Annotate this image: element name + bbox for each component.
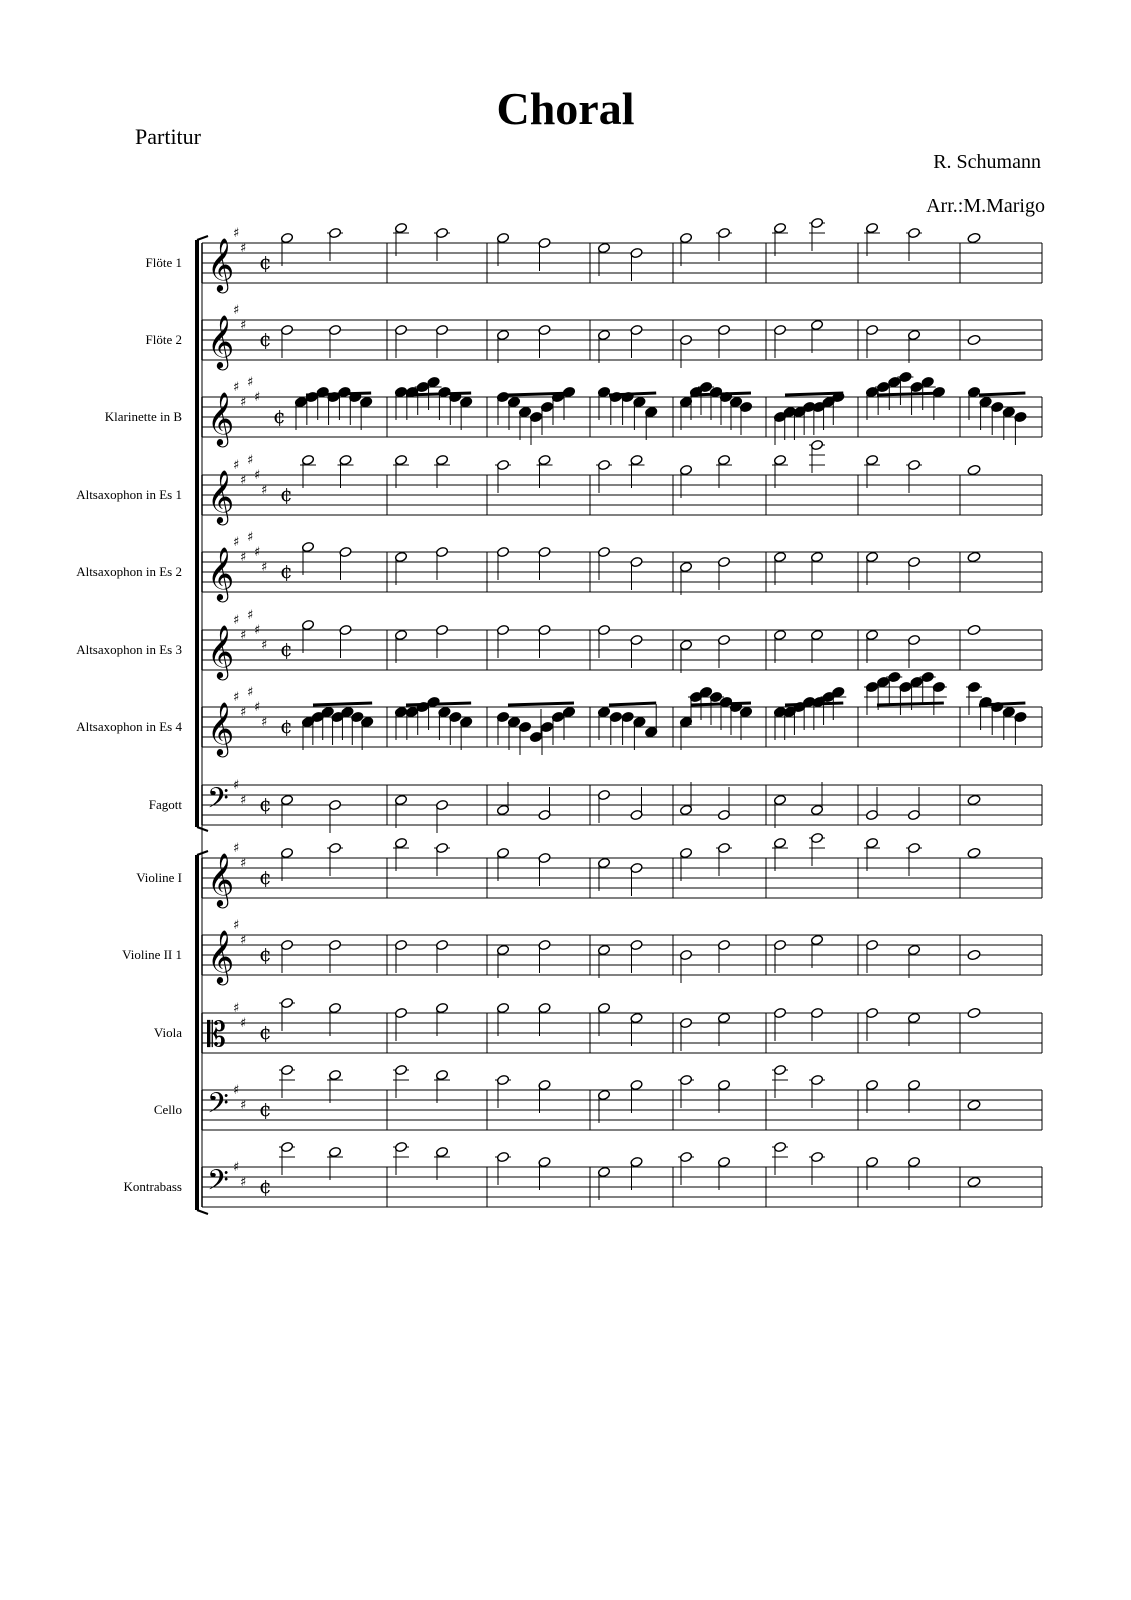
cut-time-icon: ¢ — [259, 942, 272, 966]
beam — [508, 703, 574, 705]
sharp-icon: ♯ — [233, 458, 240, 473]
beam — [609, 393, 656, 395]
beam — [877, 393, 944, 395]
sharp-icon: ♯ — [233, 226, 240, 241]
sharp-icon: ♯ — [240, 473, 247, 488]
sharp-icon: ♯ — [261, 483, 268, 498]
sharp-icon: ♯ — [233, 1001, 240, 1016]
staff-label: Klarinette in B — [104, 409, 182, 424]
sharp-icon: ♯ — [240, 1175, 247, 1190]
sharp-icon: ♯ — [233, 918, 240, 933]
treble-clef-icon: 𝄞 — [207, 237, 235, 291]
note — [967, 624, 981, 636]
sharp-icon: ♯ — [240, 241, 247, 256]
note — [967, 1176, 981, 1188]
cut-time-icon: ¢ — [259, 250, 272, 274]
sharp-icon: ♯ — [240, 705, 247, 720]
alto-clef-icon: 𝄡 — [207, 1015, 226, 1055]
sharp-icon: ♯ — [233, 303, 240, 318]
staff-viola — [154, 997, 1042, 1055]
arranger-credit: Arr.:M.Marigo — [926, 195, 1045, 217]
sharp-icon: ♯ — [240, 856, 247, 871]
staff-fl-te-1 — [146, 217, 1042, 293]
sharp-icon: ♯ — [261, 715, 268, 730]
cut-time-icon: ¢ — [259, 865, 272, 889]
note — [967, 334, 981, 346]
staff-label: Altsaxophon in Es 4 — [76, 719, 182, 734]
note — [967, 1007, 981, 1019]
treble-clef-icon: 𝄞 — [207, 701, 235, 755]
beam — [785, 393, 843, 395]
cut-time-icon: ¢ — [259, 327, 272, 351]
sharp-icon: ♯ — [240, 793, 247, 808]
sharp-icon: ♯ — [233, 380, 240, 395]
staff-fagott — [149, 778, 1042, 833]
sharp-icon: ♯ — [254, 468, 261, 483]
cut-time-icon: ¢ — [280, 482, 293, 506]
staff-fl-te-2 — [146, 303, 1042, 370]
beam — [691, 703, 751, 705]
treble-clef-icon: 𝄞 — [207, 391, 235, 445]
score-subtitle: Partitur — [135, 124, 201, 149]
sharp-icon: ♯ — [247, 375, 254, 390]
staff-altsaxophon-in-es-1 — [76, 439, 1042, 525]
bass-clef-icon: 𝄢 — [207, 782, 229, 822]
note — [967, 949, 981, 961]
beam — [877, 703, 944, 705]
sharp-icon: ♯ — [240, 318, 247, 333]
beam — [406, 703, 471, 705]
beam — [691, 393, 751, 395]
cut-time-icon: ¢ — [280, 637, 293, 661]
treble-clef-icon: 𝄞 — [207, 852, 235, 906]
staff-label: Fagott — [148, 797, 182, 812]
note — [967, 1099, 981, 1111]
sharp-icon: ♯ — [233, 1083, 240, 1098]
sharp-icon: ♯ — [254, 545, 261, 560]
sharp-icon: ♯ — [240, 933, 247, 948]
sharp-icon: ♯ — [254, 700, 261, 715]
staff-altsaxophon-in-es-2 — [76, 530, 1042, 602]
note — [967, 847, 981, 859]
sharp-icon: ♯ — [261, 638, 268, 653]
sharp-icon: ♯ — [261, 560, 268, 575]
sharp-icon: ♯ — [233, 535, 240, 550]
treble-clef-icon: 𝄞 — [207, 624, 235, 678]
staff-violine-ii-1 — [122, 918, 1042, 985]
staff-label: Violine I — [136, 870, 182, 885]
staff-label: Flöte 1 — [145, 255, 182, 270]
staff-altsaxophon-in-es-3 — [76, 608, 1042, 680]
sharp-icon: ♯ — [233, 841, 240, 856]
composer-credit: R. Schumann — [933, 151, 1041, 173]
beam — [313, 703, 372, 705]
beam — [609, 703, 656, 705]
staff-label: Violine II 1 — [122, 947, 182, 962]
staff-label: Flöte 2 — [145, 332, 182, 347]
staff-label: Kontrabass — [123, 1179, 182, 1194]
beam — [785, 703, 843, 705]
treble-clef-icon: 𝄞 — [207, 469, 235, 523]
staff-label: Altsaxophon in Es 1 — [76, 487, 182, 502]
sharp-icon: ♯ — [233, 778, 240, 793]
note — [967, 232, 981, 244]
beam — [406, 393, 471, 395]
staff-label: Altsaxophon in Es 2 — [76, 564, 182, 579]
staff-cello — [154, 1064, 1042, 1130]
sharp-icon: ♯ — [254, 623, 261, 638]
note — [967, 794, 981, 806]
staff-violine-i — [136, 832, 1042, 908]
sharp-icon: ♯ — [240, 1098, 247, 1113]
sharp-icon: ♯ — [247, 530, 254, 545]
beam — [306, 393, 371, 395]
sharp-icon: ♯ — [247, 608, 254, 623]
treble-clef-icon: 𝄞 — [207, 929, 235, 983]
sharp-icon: ♯ — [247, 685, 254, 700]
sharp-icon: ♯ — [240, 550, 247, 565]
note — [967, 464, 981, 476]
cut-time-icon: ¢ — [259, 792, 272, 816]
sharp-icon: ♯ — [233, 690, 240, 705]
bass-clef-icon: 𝄢 — [207, 1164, 229, 1204]
sharp-icon: ♯ — [247, 453, 254, 468]
beam — [508, 393, 574, 395]
sharp-icon: ♯ — [254, 390, 261, 405]
cut-time-icon: ¢ — [259, 1020, 272, 1044]
sharp-icon: ♯ — [233, 613, 240, 628]
staff-kontrabass — [124, 1141, 1043, 1207]
cut-time-icon: ¢ — [273, 404, 286, 428]
sharp-icon: ♯ — [233, 1160, 240, 1175]
staff-klarinette-in-b — [105, 371, 1042, 447]
sharp-icon: ♯ — [240, 628, 247, 643]
cut-time-icon: ¢ — [259, 1097, 272, 1121]
cut-time-icon: ¢ — [280, 714, 293, 738]
score-title: Choral — [496, 83, 635, 134]
treble-clef-icon: 𝄞 — [207, 546, 235, 600]
beam — [979, 393, 1025, 395]
staff-label: Cello — [153, 1102, 182, 1117]
treble-clef-icon: 𝄞 — [207, 314, 235, 368]
staff-altsaxophon-in-es-4 — [76, 671, 1042, 757]
staff-label: Viola — [153, 1025, 182, 1040]
note — [967, 551, 981, 563]
cut-time-icon: ¢ — [280, 559, 293, 583]
cut-time-icon: ¢ — [259, 1174, 272, 1198]
bass-clef-icon: 𝄢 — [207, 1087, 229, 1127]
sharp-icon: ♯ — [240, 395, 247, 410]
staff-label: Altsaxophon in Es 3 — [76, 642, 182, 657]
beam — [979, 703, 1025, 705]
sharp-icon: ♯ — [240, 1016, 247, 1031]
